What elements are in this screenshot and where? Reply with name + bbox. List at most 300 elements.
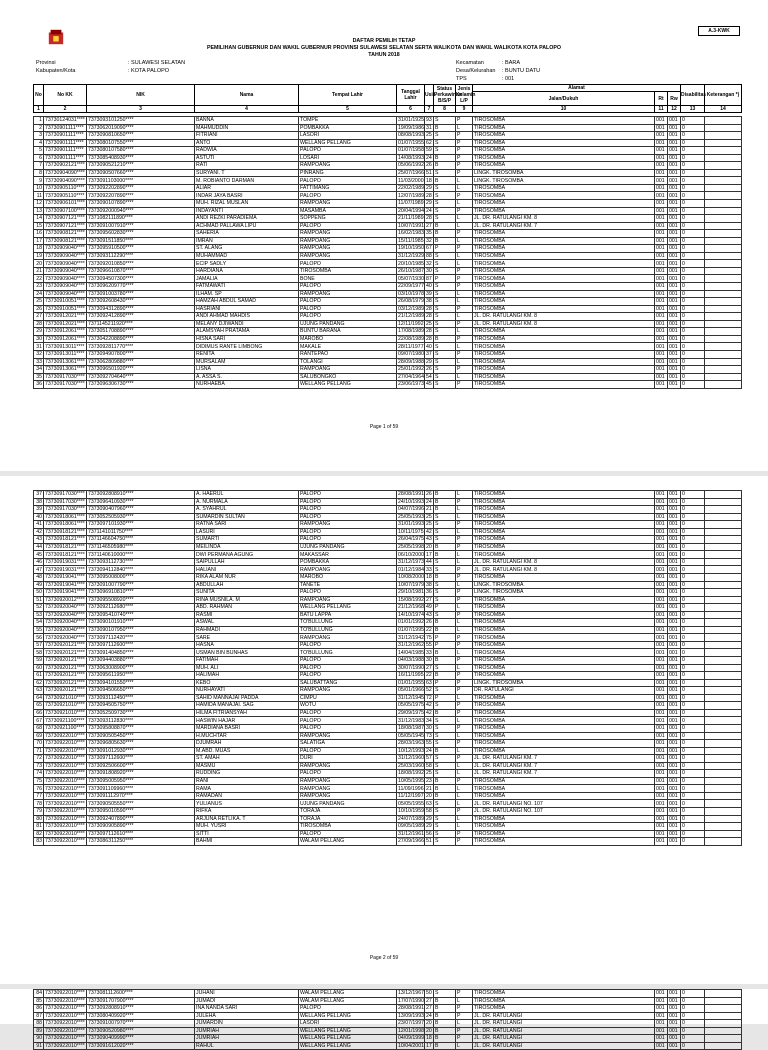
cell-keterangan (705, 747, 742, 755)
cell-nik: 7373093112830**** (87, 717, 195, 725)
cell-rw: 001 (668, 536, 681, 544)
cell-jalan: TIROSOMBA (473, 792, 655, 800)
cell-status: S (434, 381, 456, 389)
cell-jalan: TIROSOMBA (473, 747, 655, 755)
cell-disabilitas: 0 (681, 815, 705, 823)
cell-status: B (434, 657, 456, 665)
cell-usia: 55 (426, 642, 432, 649)
cell-rw: 001 (668, 551, 681, 559)
cell-nama: ACHMAD PALLAWA LIPU (195, 222, 299, 230)
cell-jalan: TIROSOMBA (473, 117, 655, 125)
cell-nik: 7373093112290**** (87, 252, 195, 260)
cell-no: 8 (34, 169, 44, 177)
cell-tempat-lahir: PALOPO (299, 222, 397, 230)
cell-no: 37 (34, 491, 44, 499)
cell-nik: 7371140610000**** (87, 551, 195, 559)
cell-nik: 7373080107580**** (87, 147, 195, 155)
cell-tanggal-lahir: 24/07/1989 (398, 815, 424, 822)
cell-jalan: JL. DR. RATULANGI KM. 7 (473, 222, 655, 230)
cell-nik: 7373091003780**** (87, 290, 195, 298)
cell-usia: 57 (426, 755, 432, 762)
cell-keterangan (705, 139, 742, 147)
cell-tempat-lahir: DURI (299, 755, 397, 763)
form-code: A.3-KWK (698, 26, 740, 36)
table-row (34, 823, 742, 831)
cell-no: 83 (34, 838, 44, 846)
cell-rt: 001 (655, 604, 668, 612)
cell-no: 47 (34, 566, 44, 574)
cell-keterangan (705, 800, 742, 808)
cell-no: 29 (34, 328, 44, 336)
cell-no-kk: 73730919041**** (45, 589, 85, 596)
cell-nama: JUHANI (195, 990, 299, 998)
cell-rt: 001 (655, 305, 668, 313)
cell-jenis-kelamin: P (456, 574, 473, 582)
cell-rw: 001 (668, 132, 681, 140)
voter-table-page-1 (33, 116, 742, 389)
cell-usia: 21 (426, 506, 432, 513)
cell-jalan: TIROSOMBA (473, 664, 655, 672)
cell-nama: YULIANUS (195, 800, 299, 808)
cell-tanggal-lahir: 19/10/1950 (398, 245, 424, 252)
cell-status: S (434, 320, 456, 328)
table-row (34, 491, 742, 499)
cell-jalan: JL. DR. RATULANGI KM. 7 (473, 770, 655, 778)
cell-tempat-lahir: WALAM PELLANG (299, 997, 397, 1005)
cell-disabilitas: 0 (681, 634, 705, 642)
cell-jenis-kelamin: L (456, 177, 473, 185)
cell-jenis-kelamin: P (456, 245, 473, 253)
cell-no: 87 (34, 1012, 44, 1020)
cell-nik: 7373090101910**** (87, 619, 195, 627)
cell-tanggal-lahir: 12/01/1998 (398, 1027, 424, 1034)
cell-jenis-kelamin: L (456, 551, 473, 559)
cell-usia: 36 (426, 589, 432, 596)
cell-rw: 001 (668, 335, 681, 343)
table-row (34, 381, 742, 389)
cell-no-kk: 73730912021**** (45, 313, 85, 320)
cell-usia: 28 (426, 336, 432, 343)
cell-no-kk: 73730905110**** (44, 184, 87, 192)
cell-tempat-lahir: SALATIGA (299, 740, 397, 748)
cell-usia: 26 (426, 491, 432, 498)
cell-keterangan (705, 657, 742, 665)
cell-keterangan (705, 830, 742, 838)
cell-disabilitas: 0 (681, 162, 705, 170)
cell-disabilitas: 0 (681, 581, 705, 589)
cell-rt: 001 (655, 207, 668, 215)
cell-jenis-kelamin: P (456, 702, 473, 710)
cell-nama: MUH. ALI (195, 664, 299, 672)
cell-disabilitas: 0 (681, 350, 705, 358)
cell-rt: 001 (655, 343, 668, 351)
cell-no-kk: 73730905110**** (44, 192, 87, 200)
cell-disabilitas: 0 (681, 207, 705, 215)
cell-nama: JAMALIA (195, 275, 299, 283)
cell-no: 84 (34, 990, 44, 998)
cell-no-kk: 73730922010**** (45, 990, 85, 997)
cell-nama: SUNITA (195, 589, 299, 597)
cell-no: 35 (34, 373, 44, 381)
cell-no-kk: 73730919031**** (45, 559, 85, 566)
cell-disabilitas: 0 (681, 283, 705, 291)
cell-tempat-lahir: RAMPOANG (299, 230, 397, 238)
kecamatan-value: : BARA (502, 60, 521, 66)
cell-jenis-kelamin: P (456, 117, 473, 125)
cell-no: 58 (34, 649, 44, 657)
cell-nama: M. ROBIANTO DARMAN (195, 177, 299, 185)
cell-no-kk: 73730901111**** (44, 124, 87, 132)
cell-usia: 29 (426, 200, 432, 207)
cell-disabilitas: 0 (681, 551, 705, 559)
cell-keterangan (705, 290, 742, 298)
cell-disabilitas: 0 (681, 732, 705, 740)
cell-rt: 001 (655, 154, 668, 162)
cell-rw: 001 (668, 785, 681, 793)
cell-jenis-kelamin: L (456, 491, 473, 499)
cell-jalan: TIROSOMBA (473, 498, 655, 506)
cell-tanggal-lahir: 12/11/1992 (398, 320, 424, 327)
cell-disabilitas: 0 (681, 777, 705, 785)
cell-tanggal-lahir: 15/11/1985 (398, 237, 424, 244)
cell-jenis-kelamin: L (456, 124, 473, 132)
cell-rw: 001 (668, 807, 681, 815)
cell-keterangan (705, 267, 742, 275)
cell-nik: 7373091012930**** (87, 747, 195, 755)
cell-tempat-lahir: PALOPO (299, 305, 397, 313)
cell-nama: SARE (195, 634, 299, 642)
cell-usia: 45 (426, 381, 432, 388)
cell-nama: SAHID MANNAJAI PADDA (195, 694, 299, 702)
cell-no-kk: 73730909040**** (45, 253, 85, 260)
cell-rt: 001 (655, 762, 668, 770)
cell-usia: 42 (426, 528, 432, 535)
cell-nama: NURHAYATI (195, 687, 299, 695)
cell-keterangan (705, 313, 742, 321)
desa-label: Desa/Kelurahan (456, 68, 496, 74)
cell-nik: 7373097112420**** (87, 634, 195, 642)
cell-tempat-lahir: WELLANG PELLANG (299, 1027, 397, 1035)
cell-tanggal-lahir: 13/09/1993 (398, 1012, 424, 1019)
cell-tanggal-lahir: 24/10/1993 (398, 498, 424, 505)
cell-usia: 42 (426, 710, 432, 717)
cell-no: 15 (34, 222, 44, 230)
cell-tempat-lahir: TO'BULLUNG (299, 626, 397, 634)
cell-nama: MUHAMMAD (195, 252, 299, 260)
cell-tempat-lahir: SALUBATTANG (299, 679, 397, 687)
cell-tempat-lahir: LASORI (299, 1020, 397, 1028)
cell-nama: MELANY DJIWANDI (195, 320, 299, 328)
cell-no: 66 (34, 709, 44, 717)
provinsi-value: : SULAWESI SELATAN (128, 60, 186, 66)
cell-jenis-kelamin: P (456, 207, 473, 215)
cell-tanggal-lahir: 10/04/2001 (398, 1043, 424, 1049)
cell-no-kk: 73730918121**** (45, 536, 85, 543)
cell-rt: 001 (655, 498, 668, 506)
cell-status: S (434, 147, 456, 155)
cell-status: S (434, 611, 456, 619)
cell-tempat-lahir: RAMPOANG (299, 237, 397, 245)
cell-rw: 001 (668, 611, 681, 619)
table-row (34, 335, 742, 343)
cell-tempat-lahir: PALOPO (299, 177, 397, 185)
cell-rt: 001 (655, 830, 668, 838)
cell-usia: 29 (426, 358, 432, 365)
cell-jalan: LINGK. TIROSOMBA (473, 581, 655, 589)
cell-jalan: TIROSOMBA (473, 381, 655, 389)
cell-jalan: TIROSOMBA (473, 672, 655, 680)
cell-usia: 28 (426, 215, 432, 222)
cell-rw: 001 (668, 491, 681, 499)
cell-no-kk: 73730918121**** (45, 551, 85, 558)
table-row (34, 207, 742, 215)
cell-rt: 001 (655, 558, 668, 566)
col-number-5: 5 (299, 106, 397, 113)
cell-rt: 001 (655, 290, 668, 298)
cell-nama: FATMAWATI (195, 283, 299, 291)
cell-rw: 001 (668, 366, 681, 374)
cell-rt: 001 (655, 1027, 668, 1035)
doc-subtitle: PEMILIHAN GUBERNUR DAN WAKIL GUBERNUR PROVINSI SULAWESI SELATAN SERTA WALIKOTA DAN WAKIL WALIKOTA KOTA PALOPO (206, 45, 562, 51)
cell-keterangan (705, 275, 742, 283)
cell-tempat-lahir: RAMPOANG (299, 566, 397, 574)
cell-jenis-kelamin: P (456, 366, 473, 374)
cell-rt: 001 (655, 838, 668, 846)
cell-status: S (434, 823, 456, 831)
cell-status: S (434, 702, 456, 710)
cell-no: 27 (34, 313, 44, 321)
cell-jalan: TIROSOMBA (473, 491, 655, 499)
cell-no-kk: 73730913061**** (45, 366, 85, 373)
cell-rt: 001 (655, 755, 668, 763)
cell-rt: 001 (655, 320, 668, 328)
cell-usia: 24 (426, 1012, 432, 1019)
cell-rw: 001 (668, 997, 681, 1005)
cell-no: 86 (34, 1005, 44, 1013)
cell-disabilitas: 0 (681, 328, 705, 336)
cell-no-kk: 73730909040**** (45, 268, 85, 275)
cell-keterangan (705, 990, 742, 998)
cell-jenis-kelamin: L (456, 528, 473, 536)
cell-rw: 001 (668, 604, 681, 612)
cell-jenis-kelamin: P (456, 838, 473, 846)
cell-jalan: TIROSOMBA (473, 536, 655, 544)
cell-nama: IMRAN (195, 237, 299, 245)
cell-nik: 7373062019090**** (87, 124, 195, 132)
table-row (34, 298, 742, 306)
cell-no-kk: 73730907100**** (45, 207, 85, 214)
cell-no: 13 (34, 207, 44, 215)
cell-tanggal-lahir: 28/03/1963 (398, 740, 424, 747)
cell-nik: 7373093112450**** (87, 694, 195, 702)
table-row (34, 498, 742, 506)
cell-disabilitas: 0 (681, 619, 705, 627)
cell-tanggal-lahir: 31/12/1945 (398, 694, 424, 701)
cell-nama: RIFKA (195, 807, 299, 815)
header-usia: Usia (425, 85, 434, 106)
cell-no-kk: 73730920040**** (45, 619, 85, 626)
cell-no-kk: 73730920121**** (45, 642, 85, 649)
cell-disabilitas: 0 (681, 358, 705, 366)
cell-rt: 001 (655, 139, 668, 147)
cell-disabilitas: 0 (681, 536, 705, 544)
cell-keterangan (705, 1020, 742, 1028)
cell-keterangan (705, 732, 742, 740)
cell-nik: 7373085408930**** (87, 154, 195, 162)
cell-disabilitas: 0 (681, 298, 705, 306)
table-row (34, 305, 742, 313)
cell-no: 32 (34, 350, 44, 358)
cell-usia: 26 (426, 366, 432, 373)
cell-jenis-kelamin: L (456, 558, 473, 566)
cell-tanggal-lahir: 01/07/1958 (398, 147, 424, 154)
cell-rt: 001 (655, 275, 668, 283)
cell-usia: 38 (426, 298, 432, 305)
cell-rw: 001 (668, 1020, 681, 1028)
cell-tanggal-lahir: 28/08/1991 (398, 1005, 424, 1012)
cell-no-kk: 73730917030**** (45, 491, 85, 498)
table-row (34, 997, 742, 1005)
cell-nik: 7373090507660**** (87, 169, 195, 177)
cell-jenis-kelamin: L (456, 215, 473, 223)
cell-rt: 001 (655, 649, 668, 657)
cell-status: B (434, 619, 456, 627)
cell-nik: 7373092811770**** (87, 343, 195, 351)
cell-status: B (434, 626, 456, 634)
table-row (34, 792, 742, 800)
cell-jalan: TIROSOMBA (473, 641, 655, 649)
cell-status: B (434, 1020, 456, 1028)
cell-usia: 27 (426, 596, 432, 603)
cell-keterangan (705, 740, 742, 748)
header-status: Status Perkawinan B/S/P (434, 86, 462, 104)
cell-nama: SURYANI. T (195, 169, 299, 177)
cell-jalan: JL. DR. RATULANGI (473, 1027, 655, 1035)
cell-nama: HALIMAH (195, 672, 299, 680)
cell-no: 11 (34, 192, 44, 200)
cell-status: B (434, 237, 456, 245)
cell-no: 33 (34, 358, 44, 366)
cell-jalan: TIROSOMBA (473, 551, 655, 559)
cell-usia: 29 (426, 815, 432, 822)
cell-no: 36 (34, 381, 44, 389)
cell-rw: 001 (668, 521, 681, 529)
cell-status: B (434, 230, 456, 238)
cell-nik: 7373096610870**** (87, 267, 195, 275)
cell-nik: 7373092000940**** (87, 207, 195, 215)
cell-nik: 7371141011750**** (87, 528, 195, 536)
cell-disabilitas: 0 (681, 343, 705, 351)
cell-status: B (434, 177, 456, 185)
cell-no-kk: 73730908121**** (45, 230, 85, 237)
table-row (34, 558, 742, 566)
cell-no: 60 (34, 664, 44, 672)
cell-no: 77 (34, 792, 44, 800)
cell-keterangan (705, 611, 742, 619)
cell-rw: 001 (668, 755, 681, 763)
cell-no-kk: 73730921100**** (44, 724, 87, 732)
cell-jalan: TIROSOMBA (473, 619, 655, 627)
table-row (34, 732, 742, 740)
cell-tempat-lahir: WELLANG PELLANG (299, 1012, 397, 1020)
cell-usia: 17 (426, 551, 432, 558)
cell-no-kk: 73730901111**** (44, 154, 87, 162)
cell-tanggal-lahir: 05/06/1992 (398, 162, 424, 169)
cell-nik: 7373096209770**** (87, 283, 195, 291)
cell-status: S (434, 990, 456, 998)
table-row (34, 724, 742, 732)
cell-status: S (434, 283, 456, 291)
table-row (34, 687, 742, 695)
cell-disabilitas: 0 (681, 755, 705, 763)
cell-nik: 7373091404850**** (87, 649, 195, 657)
cell-rt: 001 (655, 298, 668, 306)
cell-jalan: TIROSOMBA (473, 990, 655, 998)
cell-tanggal-lahir: 31/12/1962 (398, 642, 424, 649)
cell-nama: ILHAM. SP (195, 290, 299, 298)
cell-rt: 001 (655, 657, 668, 665)
cell-nama: RAMA (195, 785, 299, 793)
cell-jenis-kelamin: L (456, 770, 473, 778)
cell-rw: 001 (668, 709, 681, 717)
provinsi-label: Provinsi (36, 60, 56, 66)
cell-tempat-lahir: FATTIMANG (299, 184, 397, 192)
table-row (34, 320, 742, 328)
cell-jenis-kelamin: L (456, 298, 473, 306)
table-row (34, 770, 742, 778)
cell-nik: 7373062809880**** (87, 358, 195, 366)
cell-tanggal-lahir: 10/10/1959 (398, 808, 424, 815)
header-nik: NIK (87, 85, 195, 106)
cell-usia: 63 (426, 679, 432, 686)
cell-jalan: LINGK. TIROSOMBA (473, 589, 655, 597)
cell-usia: 29 (426, 185, 432, 192)
cell-jalan: JL. DR. RATULANGI (473, 1012, 655, 1020)
cell-no: 5 (34, 147, 44, 155)
cell-status: S (434, 717, 456, 725)
cell-rt: 001 (655, 373, 668, 381)
cell-rt: 001 (655, 702, 668, 710)
cell-rt: 001 (655, 589, 668, 597)
cell-jenis-kelamin: P (456, 611, 473, 619)
table-row (34, 717, 742, 725)
cell-keterangan (705, 777, 742, 785)
cell-rt: 001 (655, 611, 668, 619)
table-row (34, 366, 742, 374)
cell-jenis-kelamin: P (456, 777, 473, 785)
cell-rt: 001 (655, 215, 668, 223)
cell-keterangan (705, 184, 742, 192)
cell-jalan: TIROSOMBA (473, 154, 655, 162)
cell-nama: RIKA ALAM NUR (195, 574, 299, 582)
cell-tempat-lahir: PALOPO (299, 491, 397, 499)
cell-rt: 001 (655, 792, 668, 800)
table-row (34, 641, 742, 649)
cell-rt: 001 (655, 1020, 668, 1028)
cell-tanggal-lahir: 09/07/1980 (398, 351, 424, 358)
cell-tanggal-lahir: 19/09/1986 (398, 124, 424, 131)
cell-tanggal-lahir: 10/07/1979 (398, 581, 424, 588)
cell-disabilitas: 0 (681, 838, 705, 846)
cell-tanggal-lahir: 31/01/1993 (398, 521, 424, 528)
cell-disabilitas: 0 (681, 604, 705, 612)
cell-jenis-kelamin: P (456, 381, 473, 389)
table-row (34, 1035, 742, 1043)
cell-no-kk: 73730907121**** (45, 222, 85, 229)
col-number-2: 2 (44, 106, 87, 113)
cell-tanggal-lahir: 21/12/1968 (398, 604, 424, 611)
cell-status: B (434, 792, 456, 800)
